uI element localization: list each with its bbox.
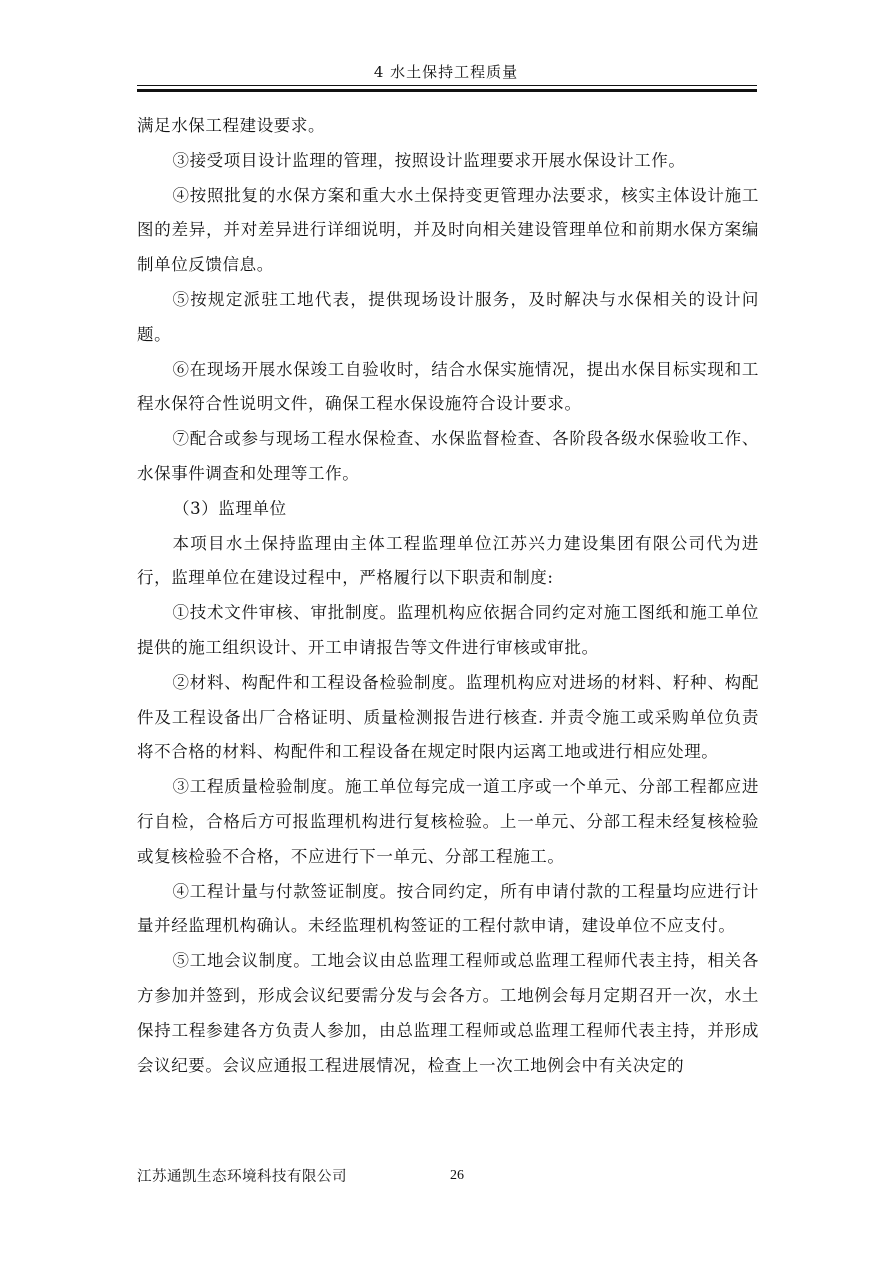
header-rule-thick (137, 89, 757, 92)
paragraph: ④工程计量与付款签证制度。按合同约定，所有申请付款的工程量均应进行计量并经监理机构确认。未经监理机构签证的工程付款申请，建设单位不应支付。 (137, 881, 759, 936)
paragraph: ⑤工地会议制度。工地会议由总监理工程师或总监理工程师代表主持，相关各方参加并签到，形成会议纪要需分发与会各方。工地例会每月定期召开一次，水土保持工程参建各方负责人参加，由总监理工程师或总监理工程师代表主持，并形成会议纪要。会议应通报工程进展情况，检查上一次工地例会中有关决定的 (137, 951, 759, 1075)
paragraph: ④按照批复的水保方案和重大水土保持变更管理办法要求，核实主体设计施工图的差异，并对差异进行详细说明，并及时向相关建设管理单位和前期水保方案编制单位反馈信息。 (137, 185, 759, 275)
paragraph: 本项目水土保持监理由主体工程监理单位江苏兴力建设集团有限公司代为进行，监理单位在建设过程中，严格履行以下职责和制度: (137, 533, 759, 588)
paragraph: ⑤按规定派驻工地代表，提供现场设计服务，及时解决与水保相关的设计问题。 (137, 289, 759, 344)
paragraph: ①技术文件审核、审批制度。监理机构应依据合同约定对施工图纸和施工单位提供的施工组织设计、开工申请报告等文件进行审核或审批。 (137, 603, 759, 657)
paragraph: ③接受项目设计监理的管理，按照设计监理要求开展水保设计工作。 (172, 150, 686, 170)
paragraph: ②材料、构配件和工程设备检验制度。监理机构应对进场的材料、籽种、构配件及工程设备出厂合格证明、质量检测报告进行核查. 并责令施工或采购单位负责将不合格的材料、构配件和工程设备在规定时限内运离工地或进行相应处理。 (137, 672, 759, 762)
paragraph: ③工程质量检验制度。施工单位每完成一道工序或一个单元、分部工程都应进行自检，合格后方可报监理机构进行复核检验。上一单元、分部工程未经复核检验或复核检验不合格，不应进行下一单元、分部工程施工。 (137, 777, 759, 866)
running-header-title: 4 水土保持工程质量 (373, 63, 519, 81)
footer-company-name: 江苏通凯生态环境科技有限公司 (137, 1169, 347, 1185)
footer-page-number: 26 (450, 1168, 464, 1183)
paragraph: ⑥在现场开展水保竣工自验收时，结合水保实施情况，提出水保目标实现和工程水保符合性说明文件，确保工程水保设施符合设计要求。 (137, 359, 759, 414)
body-text (137, 109, 759, 1083)
paragraph: 满足水保工程建设要求。 (137, 116, 326, 135)
section-subheading: （3）监理单位 (173, 498, 287, 518)
header-rule-thin (137, 85, 757, 86)
paragraph: ⑦配合或参与现场工程水保检查、水保监督检查、各阶段各级水保验收工作、水保事件调查和处理等工作。 (137, 429, 759, 483)
